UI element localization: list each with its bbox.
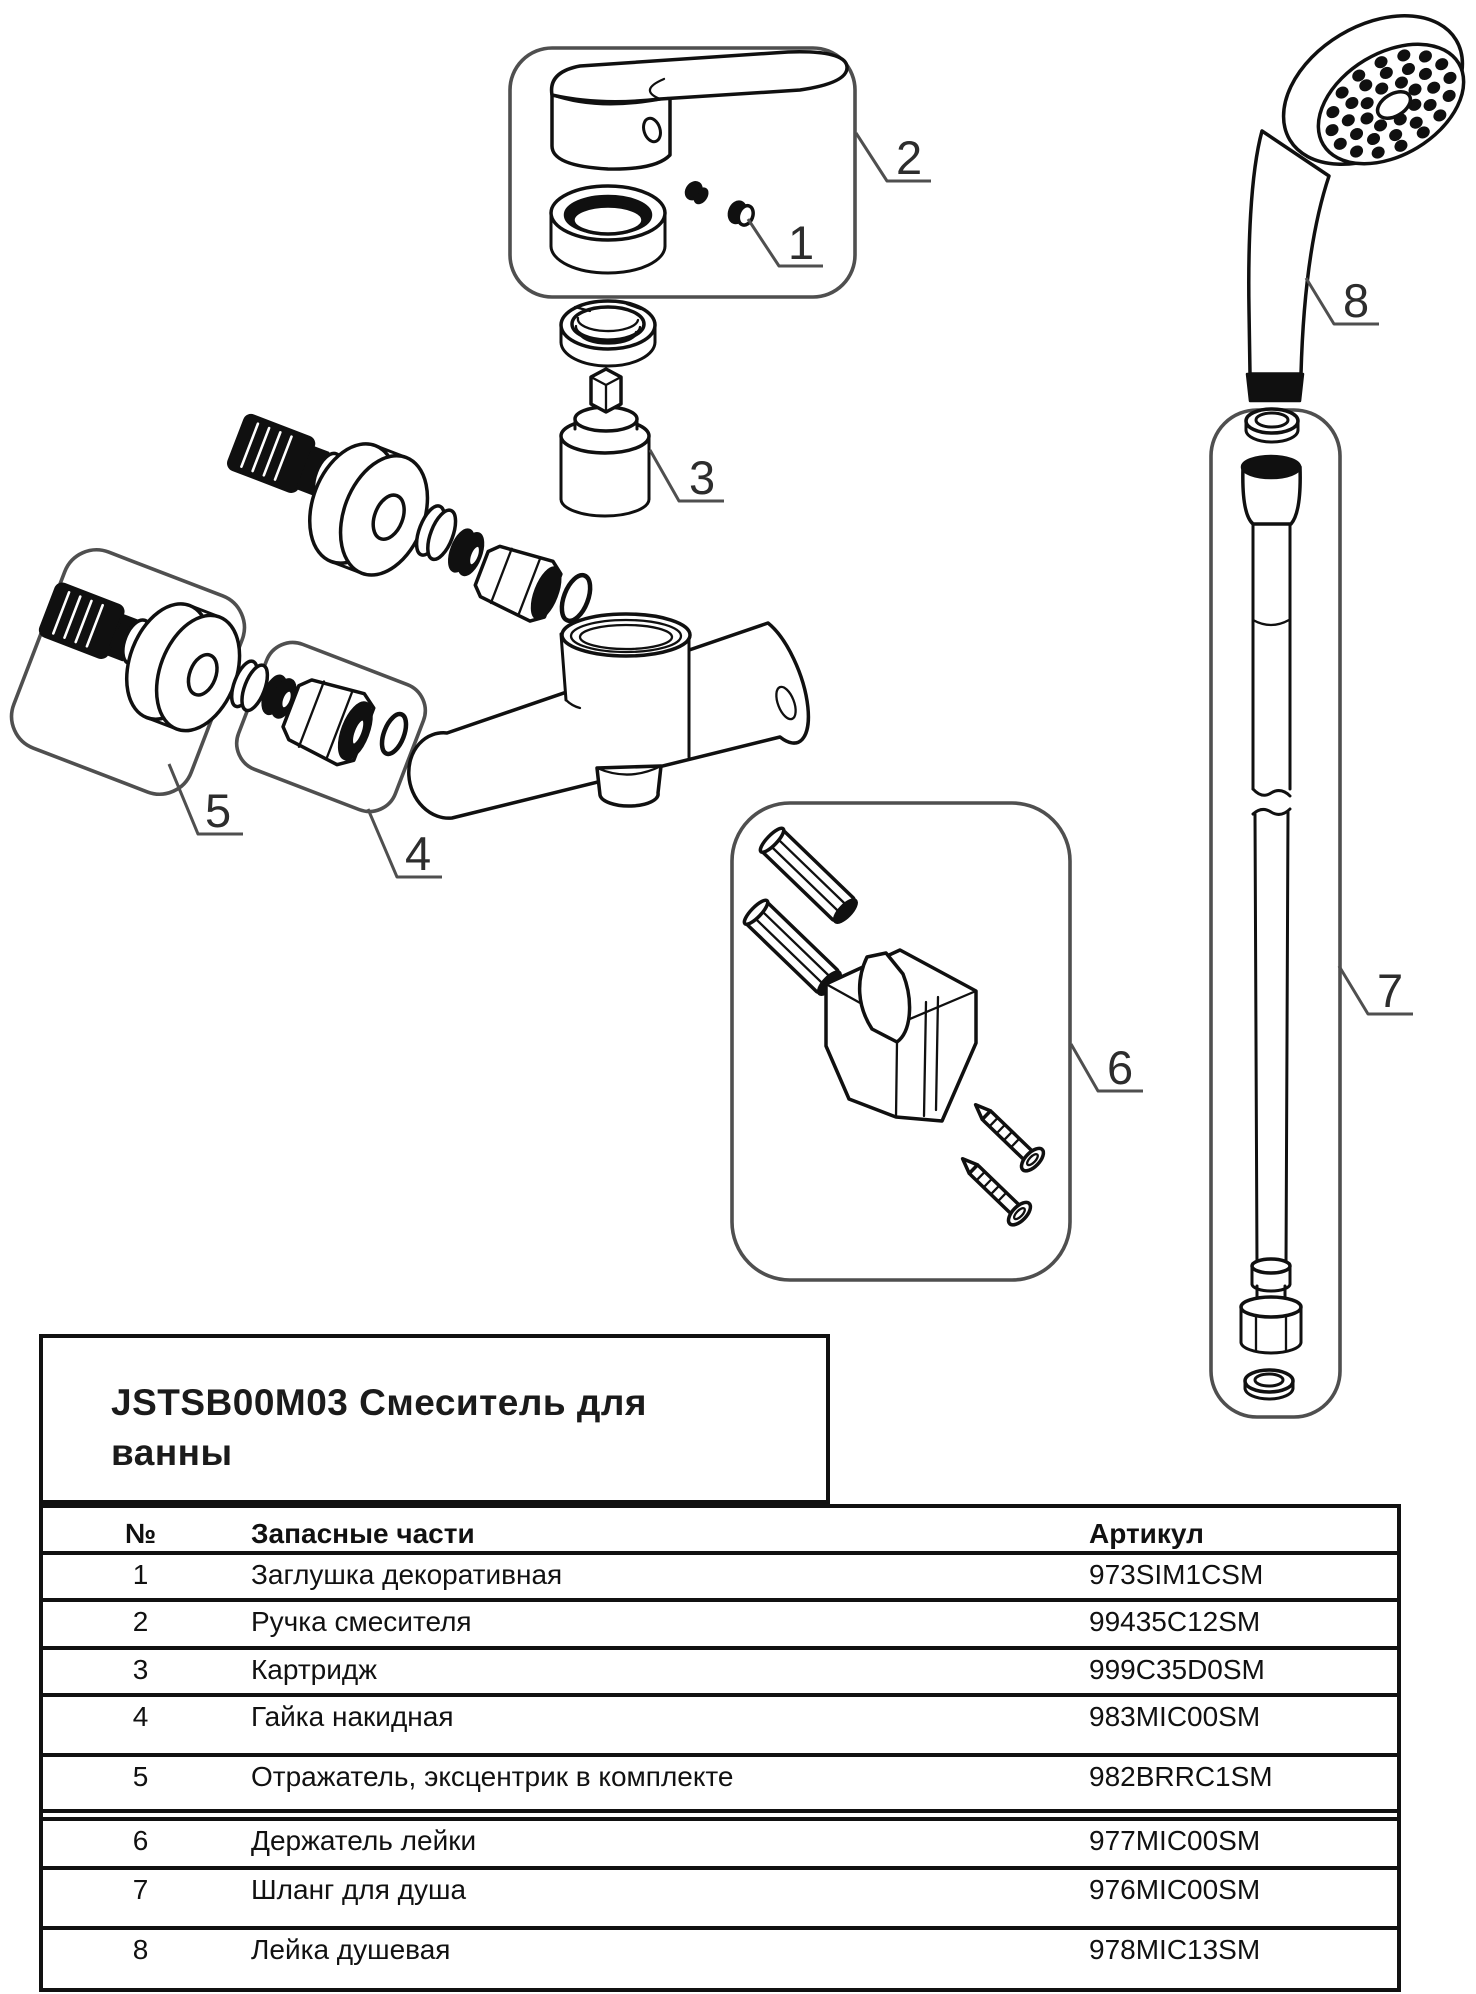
part-mixer-handle (552, 52, 847, 169)
cell-num: 2 (132, 1606, 149, 1637)
table-row (43, 1757, 1397, 1813)
cell-sku: 983MIC00SM (1089, 1701, 1261, 1732)
header-num: № (124, 1518, 157, 1549)
cell-sku: 982BRRC1SM (1089, 1761, 1273, 1792)
table-row (43, 1602, 1397, 1650)
header-sku: Артикул (1089, 1518, 1204, 1549)
table-header-row (43, 1508, 1397, 1555)
cell-part: Лейка душевая (251, 1934, 451, 1965)
cell-num: 7 (132, 1874, 149, 1905)
table-row (43, 1650, 1397, 1697)
cell-part: Отражатель, эксцентрик в комплекте (251, 1761, 734, 1792)
callout-label-2: 2 (896, 131, 923, 184)
cell-sku: 977MIC00SM (1089, 1825, 1261, 1856)
part-cartridge (561, 369, 649, 516)
part-screw-1 (966, 1095, 1047, 1175)
callout-label-3: 3 (689, 451, 716, 504)
table-row (43, 1930, 1397, 1988)
callout-2 (856, 131, 931, 184)
cell-sku: 999C35D0SM (1089, 1654, 1265, 1685)
cell-part: Шланг для душа (251, 1874, 467, 1905)
part-cartridge-nut (561, 301, 655, 366)
cell-sku: 978MIC13SM (1089, 1934, 1261, 1965)
cell-part: Ручка смесителя (251, 1606, 472, 1637)
callout-label-6: 6 (1107, 1041, 1134, 1094)
part-shower-head (1247, 0, 1476, 401)
callout-7 (1339, 964, 1413, 1017)
callout-label-7: 7 (1377, 964, 1404, 1017)
table-row (43, 1697, 1397, 1757)
callout-label-4: 4 (405, 827, 432, 880)
cell-num: 5 (132, 1761, 149, 1792)
cell-num: 6 (132, 1825, 149, 1856)
callout-3 (650, 450, 724, 504)
part-handle-screw (683, 179, 711, 206)
callout-4 (368, 809, 442, 880)
table-row (43, 1817, 1397, 1870)
cell-sku: 973SIM1CSM (1089, 1559, 1264, 1590)
callout-label-5: 5 (205, 784, 232, 837)
cell-num: 4 (132, 1701, 149, 1732)
cell-sku: 976MIC00SM (1089, 1874, 1261, 1905)
callout-8 (1306, 274, 1379, 327)
part-reflector-lower (111, 592, 255, 743)
part-oring-lower (377, 711, 411, 757)
cell-part: Картридж (251, 1654, 377, 1685)
title-box (39, 1334, 830, 1504)
callout-5 (169, 764, 243, 837)
parts-table (39, 1504, 1401, 1992)
part-hose-bottom-washer (1245, 1370, 1293, 1399)
cell-num: 1 (132, 1559, 149, 1590)
callout-label-8: 8 (1343, 274, 1370, 327)
cell-part: Заглушка декоративная (251, 1559, 563, 1590)
table-row (43, 1555, 1397, 1602)
part-handle-ring (551, 186, 665, 273)
part-shower-holder (826, 950, 976, 1121)
callout-label-1: 1 (788, 216, 815, 269)
cell-part: Держатель лейки (251, 1825, 477, 1856)
cell-part: Гайка накидная (251, 1701, 454, 1732)
part-nut-upper (470, 538, 568, 626)
part-shower-hose (1241, 456, 1301, 1353)
cell-num: 3 (132, 1654, 149, 1685)
cell-num: 8 (132, 1934, 149, 1965)
header-part: Запасные части (251, 1518, 475, 1549)
cell-sku: 99435C12SM (1089, 1606, 1261, 1637)
callout-1 (748, 216, 823, 269)
page-title: JSTSB00M03 Смеситель для ванны (111, 1382, 647, 1473)
part-hose-top-washer (1246, 409, 1298, 442)
table-row (43, 1870, 1397, 1930)
callout-6 (1071, 1041, 1143, 1094)
part-mixer-body (409, 614, 809, 818)
